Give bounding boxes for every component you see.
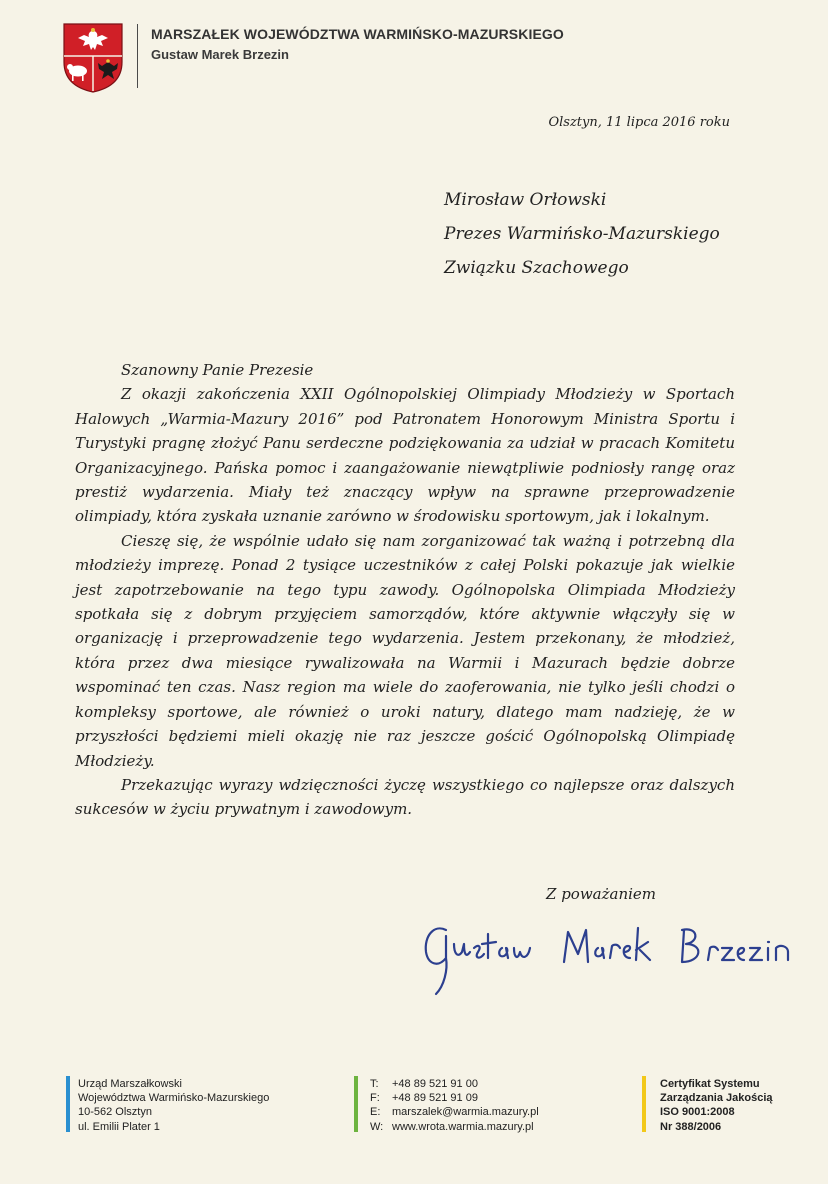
footer-address xyxy=(78,1077,269,1134)
letter-body xyxy=(75,358,735,822)
address-line: 10-562 Olsztyn xyxy=(78,1106,152,1119)
contact-key: E: xyxy=(370,1106,381,1119)
footer-accent-bar-yellow xyxy=(642,1076,646,1132)
contact-value: +48 89 521 91 00 xyxy=(392,1078,478,1090)
recipient-line: Związku Szachowego xyxy=(444,258,629,278)
handwritten-signature xyxy=(418,918,823,998)
paragraph: Cieszę się, że wspólnie udało się nam zorganizować tak ważną i potrzebną dla młodzieży imprezę. Ponad 2 tysiące uczestników z całej Polski pokazuje jak wielkie jest zapotrzebowanie na tego typu zawody. Ogólnopolska Olimpiada Młodzieży spotkała się z dobrym przyjęciem samorządów, które aktywnie włączyły się w organizację i przeprowadzenie tego wydarzenia. Jestem przekonany, że młodzież, która przez dwa miesiące rywalizowała na Warmii i Mazurach będzie dobrze wspominać ten czas. Nasz region ma wiele do zaoferowania, nie tylko jeśli chodzi o kompleksy sportowe, ale również o uroki natury, dlatego mam nadzieję, że w przyszłości będziemi mieli okazję nie raz jeszcze gościć Ogólnopolską Olimpiadę Młodzieży. xyxy=(75,531,735,770)
footer-accent-bar-blue xyxy=(66,1076,70,1132)
letter-date: Olsztyn, 11 lipca 2016 roku xyxy=(548,115,730,130)
office-title: MARSZAŁEK WOJEWÓDZTWA WARMIŃSKO-MAZURSKIEGO xyxy=(151,26,564,42)
certificate-line: Zarządzania Jakością xyxy=(660,1092,773,1105)
paragraph: Z okazji zakończenia XXII Ogólnopolskiej Olimpiady Młodzieży w Sportach Halowych „Warmia-Mazury 2016” pod Patronatem Honorowym Ministra Sportu i Turystyki pragnę złożyć Panu serdeczne podziękowania za udział w pracach Komitetu Organizacyjnego. Pańska pomoc i zaangażowanie niewątpliwie podniosły rangę oraz prestiż wydarzenia. Miały też znaczący wpływ na sprawne przeprowadzenie olimpiady, która zyskała uznanie zarówno w środowisku sportowym, jak i lokalnym. xyxy=(75,385,735,526)
certificate-line: Certyfikat Systemu xyxy=(660,1078,760,1090)
paragraph: Przekazując wyrazy wdzięczności życzę wszystkiego co najlepsze oraz dalszych sukcesów w życiu prywatnym i zawodowym. xyxy=(75,775,735,819)
header-divider xyxy=(137,24,138,88)
contact-email xyxy=(370,1105,539,1119)
recipient-block xyxy=(444,183,720,285)
coat-of-arms-icon xyxy=(62,22,124,94)
contact-key: W: xyxy=(370,1120,384,1133)
contact-fax xyxy=(370,1091,539,1105)
salutation: Szanowny Panie Prezesie xyxy=(121,361,314,379)
contact-key: T: xyxy=(370,1078,379,1090)
address-line: Urząd Marszałkowski xyxy=(78,1078,182,1090)
contact-value: www.wrota.warmia.mazury.pl xyxy=(392,1120,534,1133)
contact-phone xyxy=(370,1077,539,1091)
footer-certificate xyxy=(660,1077,773,1134)
closing: Z poważaniem xyxy=(546,885,657,903)
contact-value: marszalek@warmia.mazury.pl xyxy=(392,1106,539,1119)
contact-key: F: xyxy=(370,1092,380,1105)
recipient-line: Prezes Warmińsko-Mazurskiego xyxy=(444,224,720,244)
contact-value: +48 89 521 91 09 xyxy=(392,1092,478,1105)
footer-contacts xyxy=(370,1077,539,1134)
address-line: ul. Emilii Plater 1 xyxy=(78,1120,160,1133)
marshal-name: Gustaw Marek Brzezin xyxy=(151,47,289,62)
certificate-line: ISO 9001:2008 xyxy=(660,1106,735,1119)
certificate-line: Nr 388/2006 xyxy=(660,1120,722,1133)
contact-website xyxy=(370,1120,539,1134)
recipient-line: Mirosław Orłowski xyxy=(444,190,607,210)
footer-accent-bar-green xyxy=(354,1076,358,1132)
address-line: Województwa Warmińsko-Mazurskiego xyxy=(78,1092,270,1105)
